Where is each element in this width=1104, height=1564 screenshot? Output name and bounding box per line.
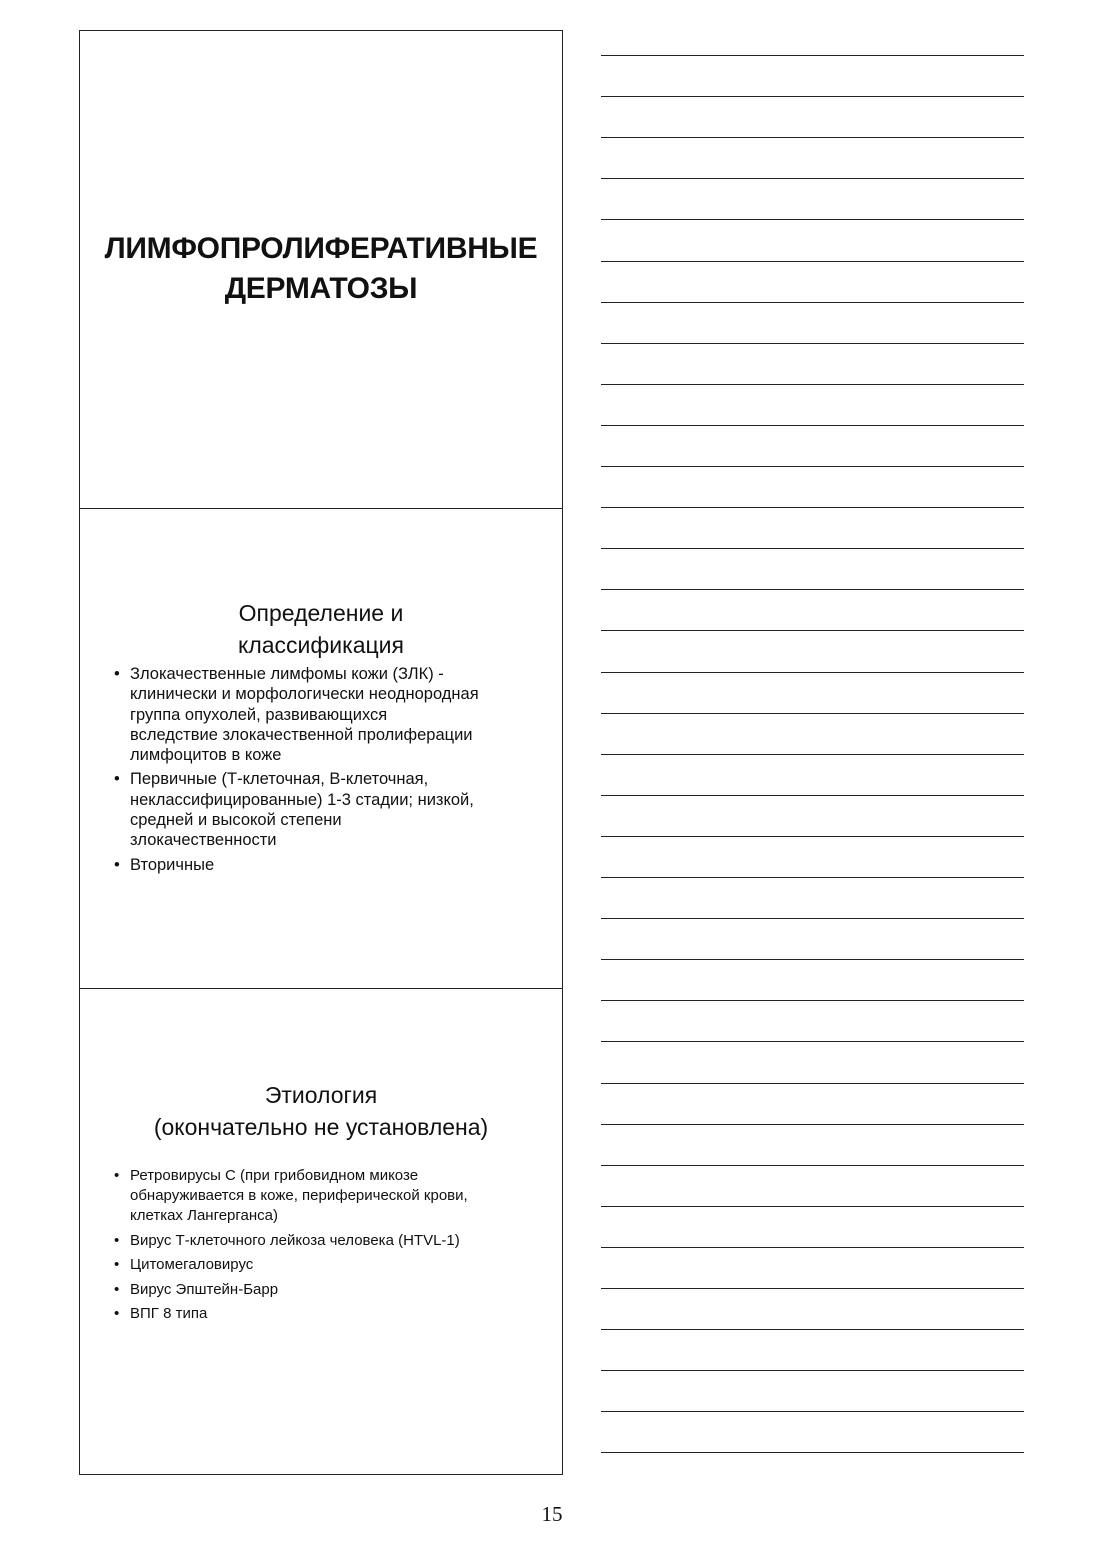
notes-lines-area: [601, 0, 1024, 1480]
bullet-line: группа опухолей, развивающихся: [130, 705, 388, 724]
title-line: ЛИМФОПРОЛИФЕРАТИВНЫЕ: [104, 232, 538, 265]
note-line: [601, 548, 1024, 549]
note-line: [601, 178, 1024, 179]
note-line: [601, 1288, 1024, 1289]
note-line: [601, 1165, 1024, 1166]
slide-2: [80, 508, 562, 988]
note-line: [601, 466, 1024, 467]
note-line: [601, 959, 1024, 960]
note-line: [601, 1329, 1024, 1330]
note-line: [601, 261, 1024, 262]
slide-2-title: [80, 597, 562, 661]
bullet-item: [114, 1255, 542, 1275]
note-line: [601, 96, 1024, 97]
note-line: [601, 630, 1024, 631]
bullet-line: • Злокачественные лимфомы кожи (ЗЛК) -: [130, 665, 444, 683]
slides-column: [79, 30, 563, 1475]
bullet-line: клинически и морфологически неоднородная: [130, 685, 479, 704]
slide-3: [80, 988, 562, 1476]
bullet-line: средней и высокой степени: [130, 811, 342, 830]
note-line: [601, 1124, 1024, 1125]
note-line: [601, 754, 1024, 755]
bullet-item: [114, 1304, 542, 1324]
slide-3-title: [80, 1079, 562, 1143]
note-line: [601, 589, 1024, 590]
note-line: [601, 137, 1024, 138]
bullet-line: обнаруживается в коже, периферической крови,: [130, 1187, 468, 1204]
title-line: Этиология: [264, 1082, 378, 1108]
note-line: [601, 877, 1024, 878]
bullet-item: [114, 664, 542, 765]
title-line: Определение и: [238, 600, 404, 626]
bullet-item: [114, 855, 542, 875]
slide-1-title: [80, 229, 562, 309]
note-line: [601, 425, 1024, 426]
bullet-item: [114, 769, 542, 850]
slide-3-bullet-list: [114, 1166, 542, 1329]
page-number: 15: [541, 1502, 563, 1526]
note-line: [601, 219, 1024, 220]
note-line: [601, 713, 1024, 714]
bullet-line: • Цитомегаловирус: [130, 1256, 254, 1273]
note-line: [601, 795, 1024, 796]
title-line: (окончательно не установлена): [153, 1114, 489, 1140]
bullet-line: клетках Лангерганса): [130, 1207, 279, 1224]
bullet-line: вследствие злокачественной пролиферации: [130, 725, 473, 744]
note-line: [601, 1247, 1024, 1248]
bullet-line: лимфоцитов в коже: [130, 746, 282, 765]
note-line: [601, 507, 1024, 508]
bullet-item: [114, 1166, 542, 1226]
note-line: [601, 1041, 1024, 1042]
note-line: [601, 1083, 1024, 1084]
note-line: [601, 1206, 1024, 1207]
bullet-line: злокачественности: [130, 831, 277, 850]
note-line: [601, 1370, 1024, 1371]
note-line: [601, 1452, 1024, 1453]
title-line: ДЕРМАТОЗЫ: [224, 272, 418, 305]
slide-1: [80, 31, 562, 508]
note-line: [601, 384, 1024, 385]
note-line: [601, 55, 1024, 56]
note-line: [601, 343, 1024, 344]
slide-2-bullet-list: [114, 664, 542, 879]
bullet-line: • Ретровирусы С (при грибовидном микозе: [130, 1167, 419, 1184]
title-line: классификация: [238, 632, 404, 658]
note-line: [601, 836, 1024, 837]
bullet-line: неклассифицированные) 1-3 стадии; низкой,: [130, 790, 474, 809]
bullet-line: • Вирус Эпштейн-Барр: [130, 1280, 279, 1298]
note-line: [601, 302, 1024, 303]
bullet-line: • Первичные (Т-клеточная, В-клеточная,: [130, 770, 429, 789]
bullet-line: • Вторичные: [130, 855, 215, 874]
note-line: [601, 1000, 1024, 1001]
note-line: [601, 672, 1024, 673]
bullet-line: • Вирус Т-клеточного лейкоза человека (HTVL-1): [130, 1231, 460, 1249]
bullet-item: [114, 1280, 542, 1300]
bullet-line: • ВПГ 8 типа: [130, 1305, 208, 1322]
note-line: [601, 918, 1024, 919]
bullet-item: [114, 1231, 542, 1251]
note-line: [601, 1411, 1024, 1412]
